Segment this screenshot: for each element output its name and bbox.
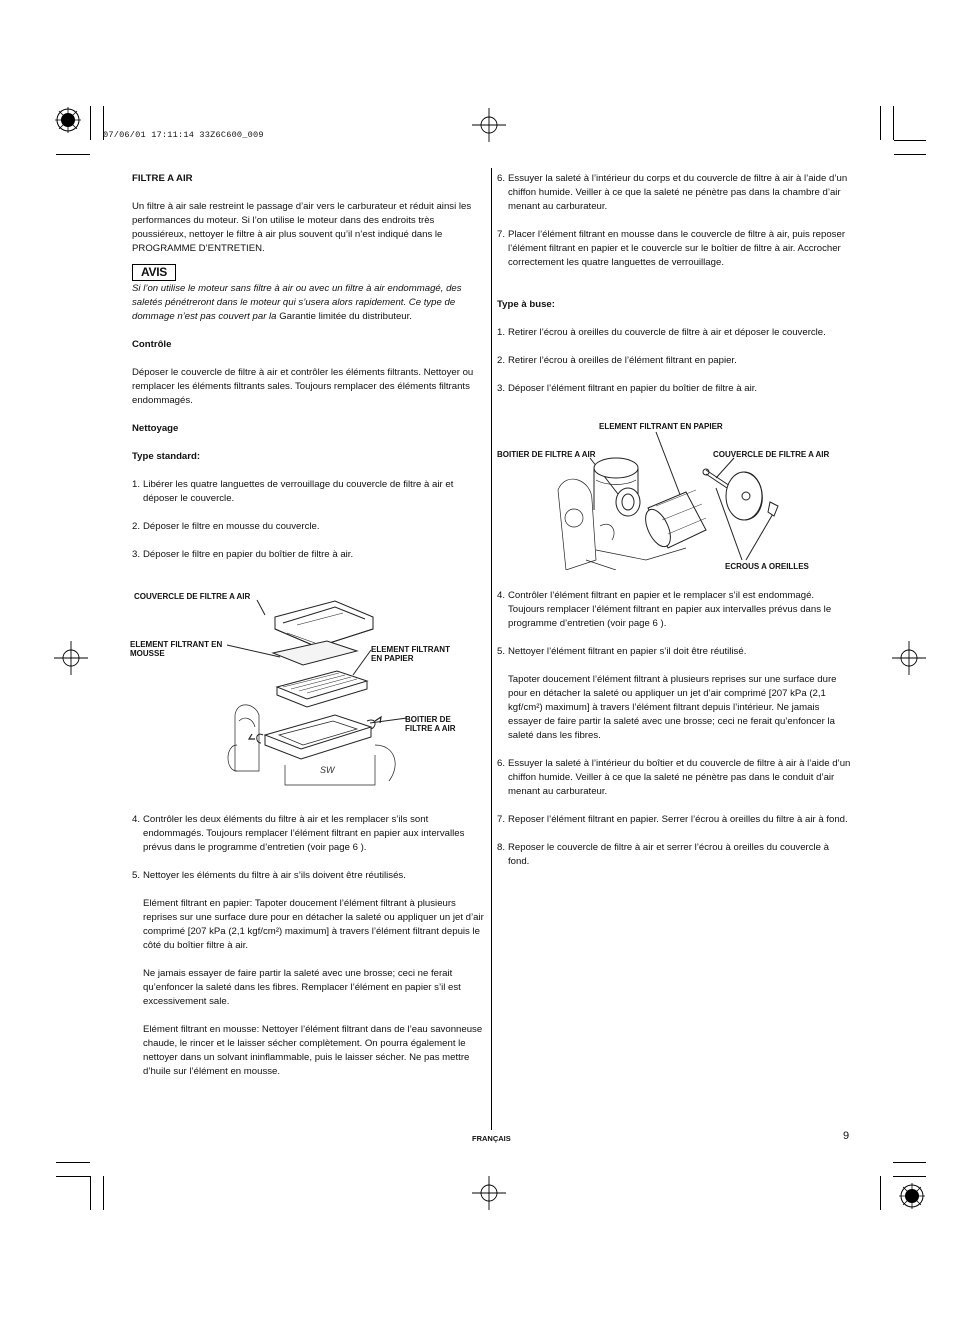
brush-warning-paragraph: Ne jamais essayer de faire partir la saleté avec une brosse; ceci ne ferait qu’enfoncer la saleté dans les fibres. Remplacer l’élément en papier s’il est excessivement sale. [143,968,461,1007]
registration-mark-icon [54,106,84,136]
list-item: 6. Essuyer la saleté à l’intérieur du corps et du couvercle de filtre à air à l’aide d’un chiffon humide. Veiller à ce que la saleté ne pénètre pas dans la chambre d’air menant au carburateur. [497,173,848,212]
list-item: 3. Déposer le filtre en papier du boîtier de filtre à air. [132,549,354,560]
label-nuts: ECROUS A OREILLES [725,562,809,571]
crosshair-icon [472,1176,506,1210]
list-item: 5. Nettoyer l’élément filtrant en papier s’il doit être réutilisé. Tapoter doucement l’élément filtrant à plusieurs reprises sur une surface dure pour en détacher la saleté ou appliquer un jet d’air comprimé [207 kPa (2,1 kgf/cm²) maximum] à travers l’élément filtrant depuis l’intérieur. Ne jamais essayer de faire partir la saleté avec une brosse; ceci ne ferait qu’enfoncer la saleté dans les fibres. [497,645,851,743]
paper-element-paragraph: Elément filtrant en papier: Tapoter doucement l’élément filtrant à plusieurs reprises sur une surface dure pour en détacher la saleté ou appliquer un jet d’air comprimé [207 kPa (2,1 kgf/cm²) maximum] à travers l’élément filtrant depuis le côté du boîtier filtre à air. [143,898,484,951]
label-cover-2: COUVERCLE DE FILTRE A AIR [713,450,830,459]
tap-paragraph: Tapoter doucement l’élément filtrant à plusieurs reprises sur une surface dure pour en détacher la saleté ou appliquer un jet d’air comprimé [207 kPa (2,1 kgf/cm²) maximum] à travers l’élément filtrant depuis l’intérieur. Ne jamais essayer de faire partir la saleté avec une brosse; ceci ne ferait qu’enfoncer la saleté dans les fibres. [508,674,837,741]
left-column-3 [132,813,484,1079]
list-item: 3. Déposer l’élément filtrant en papier du boîtier de filtre à air. [497,383,758,394]
list-item: 1. Libérer les quatre languettes de verrouillage du couvercle de filtre à air et déposer le couvercle. [132,479,454,504]
type-buse-title: Type à buse: [497,299,555,310]
label-foam: ELEMENT FILTRANT EN MOUSSE [130,640,223,658]
list-item: 7. Placer l’élément filtrant en mousse dans le couvercle de filtre à air, puis reposer l’élément filtrant en papier et le couvercle sur le boîtier de filtre à air. Accrocher correctement les quatre languettes de verrouillage. [497,229,846,268]
list-item: 2. Déposer le filtre en mousse du couvercle. [132,521,320,532]
footer-language: FRANÇAIS [472,1134,511,1143]
column-divider [491,168,492,1130]
crosshair-icon [892,641,926,675]
registration-mark-icon [898,1182,928,1212]
controle-paragraph: Déposer le couvercle de filtre à air et contrôler les éléments filtrants. Nettoyer ou remplacer les éléments filtrants sales. Toujours remplacer des éléments filtrants endommagés. [132,367,474,406]
list-item: 7. Reposer l’élément filtrant en papier. Serrer l’écrou à oreilles du filtre à air à fond. [497,814,848,825]
list-item: 8. Reposer le couvercle de filtre à air et serrer l’écrou à oreilles du couvercle à fond. [497,842,830,867]
list-item: 4. Contrôler les deux éléments du filtre à air et les remplacer s’ils sont endommagés. Toujours remplacer l’élément filtrant en papier aux intervalles prévus dans le programme d’entretien (voir page 6 ). [132,814,465,853]
nozzle-filter-illustration [556,430,796,570]
left-column-2 [132,282,484,562]
list-item: 2. Retirer l’écrou à oreilles de l’élément filtrant en papier. [497,355,737,366]
intro-paragraph: Un filtre à air sale restreint le passage d’air vers le carburateur et réduit ainsi les performances du moteur. Si l’on utilise le moteur dans des endroits très poussiéreux, nettoyer le filtre à air plus souvent qu’il n’est indiqué dans le PROGRAMME D’ENTRETIEN. [132,201,472,254]
avis-regular-text: Garantie limitée du distributeur. [279,311,412,322]
crosshair-icon [54,641,88,675]
list-item: 6. Essuyer la saleté à l’intérieur du boîtier et du couvercle de filtre à air à l’aide d’un chiffon humide. Veiller à ce que la saleté ne pénètre pas dans le conduit d’air menant au carburateur. [497,758,851,797]
right-column [497,172,851,396]
avis-italic-text: Si l’on utilise le moteur sans filtre à air ou avec un filtre à air endommagé, des saletés pénétreront dans le moteur qui s’usera alors rapidement. Ce type de dommage n’est pas couvert par la [132,283,462,322]
label-cover: COUVERCLE DE FILTRE A AIR [134,592,251,601]
foam-element-paragraph: Elément filtrant en mousse: Nettoyer l’élément filtrant dans de l’eau savonneuse chaude, le rincer et le laisser sécher complètement. On pourra également le nettoyer dans un solvant ininflammable, puis le laisser sécher. Ne pas mettre d’huile sur l’élément en mousse. [143,1024,483,1077]
section-title: FILTRE A AIR [132,173,193,184]
type-standard-title: Type standard: [132,451,201,462]
avis-label: AVIS [132,264,176,281]
svg-text:SW: SW [320,765,335,775]
list-item: 5. Nettoyer les éléments du filtre à air s’ils doivent être réutilisés. Elément filtrant en papier: Tapoter doucement l’élément filtrant à plusieurs reprises sur une surface dure pour en détacher la saleté ou appliquer un jet d’air comprimé [207 kPa (2,1 kgf/cm²) maximum] à travers l’élément filtrant depuis le côté du boîtier filtre à air. Ne jamais essayer de faire partir la saleté avec une brosse; ceci ne ferait qu’enfoncer la saleté dans les fibres. Remplacer l’élément en papier s’il est excessivement sale. Elément filtrant en mousse: Nettoyer l’élément filtrant dans de l’eau savonneuse chaude, le rincer et le laisser sécher complètement. On pourra également le nettoyer dans un solvant ininflammable, puis le laisser sécher. Ne pas mettre d’huile sur l’élément en mousse. [132,870,484,1077]
print-stamp: 07/06/01 17:11:14 33Z6C600_009 [103,130,264,140]
right-column-2 [497,589,851,869]
avis-paragraph [132,282,484,324]
list-item: 1. Retirer l’écrou à oreilles du couvercle de filtre à air et déposer le couvercle. [497,327,826,338]
list-item: 4. Contrôler l’élément filtrant en papier et le remplacer s’il est endommagé. Toujours remplacer l’élément filtrant en papier aux intervalles prévus dans le programme d’entretien (voir page 6 ). [497,590,832,629]
label-case-2: BOITIER DE FILTRE A AIR [497,450,596,459]
label-case: BOITIER DE FILTRE A AIR [405,715,456,733]
standard-filter-illustration [225,595,425,790]
nettoyage-title: Nettoyage [132,423,179,434]
crosshair-icon [472,108,506,142]
left-column [132,172,484,270]
page-number: 9 [843,1130,850,1142]
label-paper-2: ELEMENT FILTRANT EN PAPIER [599,422,723,431]
controle-title: Contrôle [132,339,172,350]
label-paper: ELEMENT FILTRANT EN PAPIER [371,645,450,663]
